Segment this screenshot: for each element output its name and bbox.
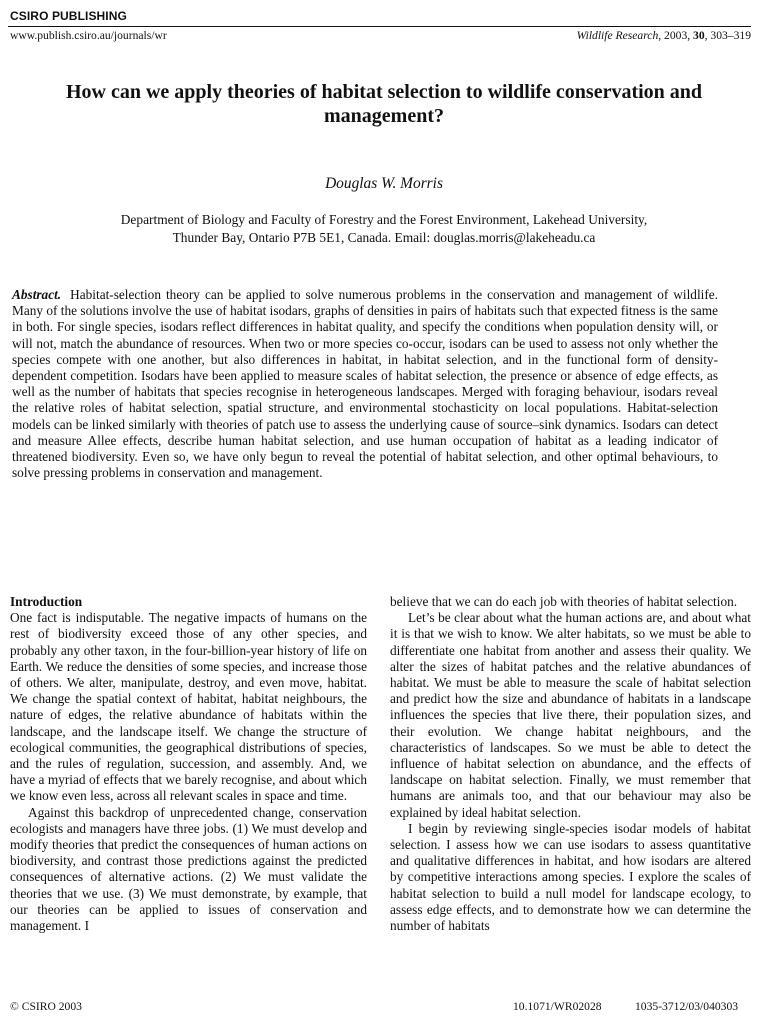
article-title: How can we apply theories of habitat selection to wildlife conservation and management? — [65, 81, 703, 127]
publisher-name: CSIRO PUBLISHING — [10, 9, 127, 23]
journal-name: Wildlife Research — [576, 29, 659, 42]
abstract-label: Abstract. — [12, 287, 62, 302]
right-column — [390, 594, 751, 934]
issn: 1035-3712/03/040303 — [635, 1000, 739, 1013]
abstract-text: Habitat-selection theory can be applied to solve numerous problems in the conservation and management of wildlife. Many of the solutions involve the use of habitat isodars, graphs of densities in pairs of habitats such that expected fitness is the same in both. For single species, isodars reflect differences in habitat quality, and specify the conditions when population density will, or will not, match the abundance of resources. When two or more species co-occur, isodars can be used to assess not only whether the species compete with one another, but also differences in habitat, in habitat selection, and in the functional form of density-dependent competition. Isodars have been applied to measure scales of habitat selection, the presence or absence of edge effects, as well as the number of habitats that species recognise in heterogeneous landscapes. Merged with foraging behaviour, isodars reveal the relative roles of habitat selection, spatial structure, and environmental stochasticity on local populations. Habitat-selection models can be linked similarly with theories of patch use to assess the underlying cause of source–sink dynamics. Isodars can detect and measure Allee effects, describe human habitat selection, and use human occupation of habitat as a leading indicator of threatened biodiversity. Even so, we have only begun to reveal the potential of habitat selection, and other optimal behaviours, to solve pressing problems in conservation and management. — [12, 287, 718, 481]
body-paragraph: One fact is indisputable. The negative impacts of humans on the rest of biodiversity exceed those of any other species, and probably any other taxon, in the four-billion-year history of life on Earth. We reduce the densities of some species, and increase those of others. We alter, manipulate, destroy, and even move, habitat. We change the spatial context of habitat, habitat neighbours, the nature of edges, the relative abundance of habitats within the landscape, and the landscape itself. We change the structure of ecological communities, the geographical distributions of species, and the rules of regulation, succession, and assembly. And, we have a myriad of effects that we barely recognise, and about which we know even less, across all relevant scales in space and time. — [10, 610, 367, 804]
header-rule — [8, 26, 751, 27]
citation-volume: 30 — [693, 29, 705, 42]
left-column — [10, 594, 367, 934]
copyright: © CSIRO 2003 — [10, 1000, 82, 1013]
author-name: Douglas W. Morris — [325, 175, 443, 192]
author-affiliation — [30, 211, 738, 247]
body-paragraph: Against this backdrop of unprecedented change, conservation ecologists and managers have three jobs. (1) We must develop and modify theories that predict the consequences of human actions on biodiversity, and contrast those predictions against the predicted consequences of alternative actions. (2) We must validate the theories that we use. (3) We must demonstrate, by example, that our theories can be applied to issues of conservation and management. I — [10, 804, 367, 934]
affiliation-line-2: Thunder Bay, Ontario P7B 5E1, Canada. Email: douglas.morris@lakeheadu.ca — [172, 230, 596, 245]
citation-year: , 2003, — [658, 29, 694, 42]
citation-pages: , 303–319 — [704, 29, 751, 42]
abstract — [12, 287, 718, 481]
body-paragraph: I begin by reviewing single-species isodar models of habitat selection. I assess how we can use isodars to assess quantitative and qualitative differences in habitat, and how isodars are altered by competitive interactions among species. I explore the scales of habitat selection to build a null model for landscape ecology, to assess edge effects, and to demonstrate how we can determine the number of habitats — [390, 820, 751, 934]
doi: 10.1071/WR02028 — [513, 1000, 602, 1013]
body-paragraph: Let’s be clear about what the human actions are, and about what it is that we wish to know. We alter habitats, so we must be able to differentiate one habitat from another and assess their quality. We alter the sizes of habitat patches and the relative abundances of habitat. We must be able to measure the scale of habitat selection and predict how the size and abundance of habitats in a landscape influences the species that live there, their population sizes, and their evolution. We change habitat neighbours, and the characteristics of landscapes. So we must be able to detect the influence of habitat selection on abundance, and the effects of landscape on habitat selection. Finally, we must remember that humans are animals too, and that our behaviour may also be explained by ideal habitat selection. — [390, 610, 751, 820]
section-heading: Introduction — [10, 594, 83, 609]
affiliation-line-1: Department of Biology and Faculty of Forestry and the Forest Environment, Lakehead University, — [120, 212, 648, 227]
citation — [577, 29, 751, 42]
body-paragraph: believe that we can do each job with theories of habitat selection. — [390, 594, 738, 609]
journal-url: www.publish.csiro.au/journals/wr — [10, 29, 167, 42]
